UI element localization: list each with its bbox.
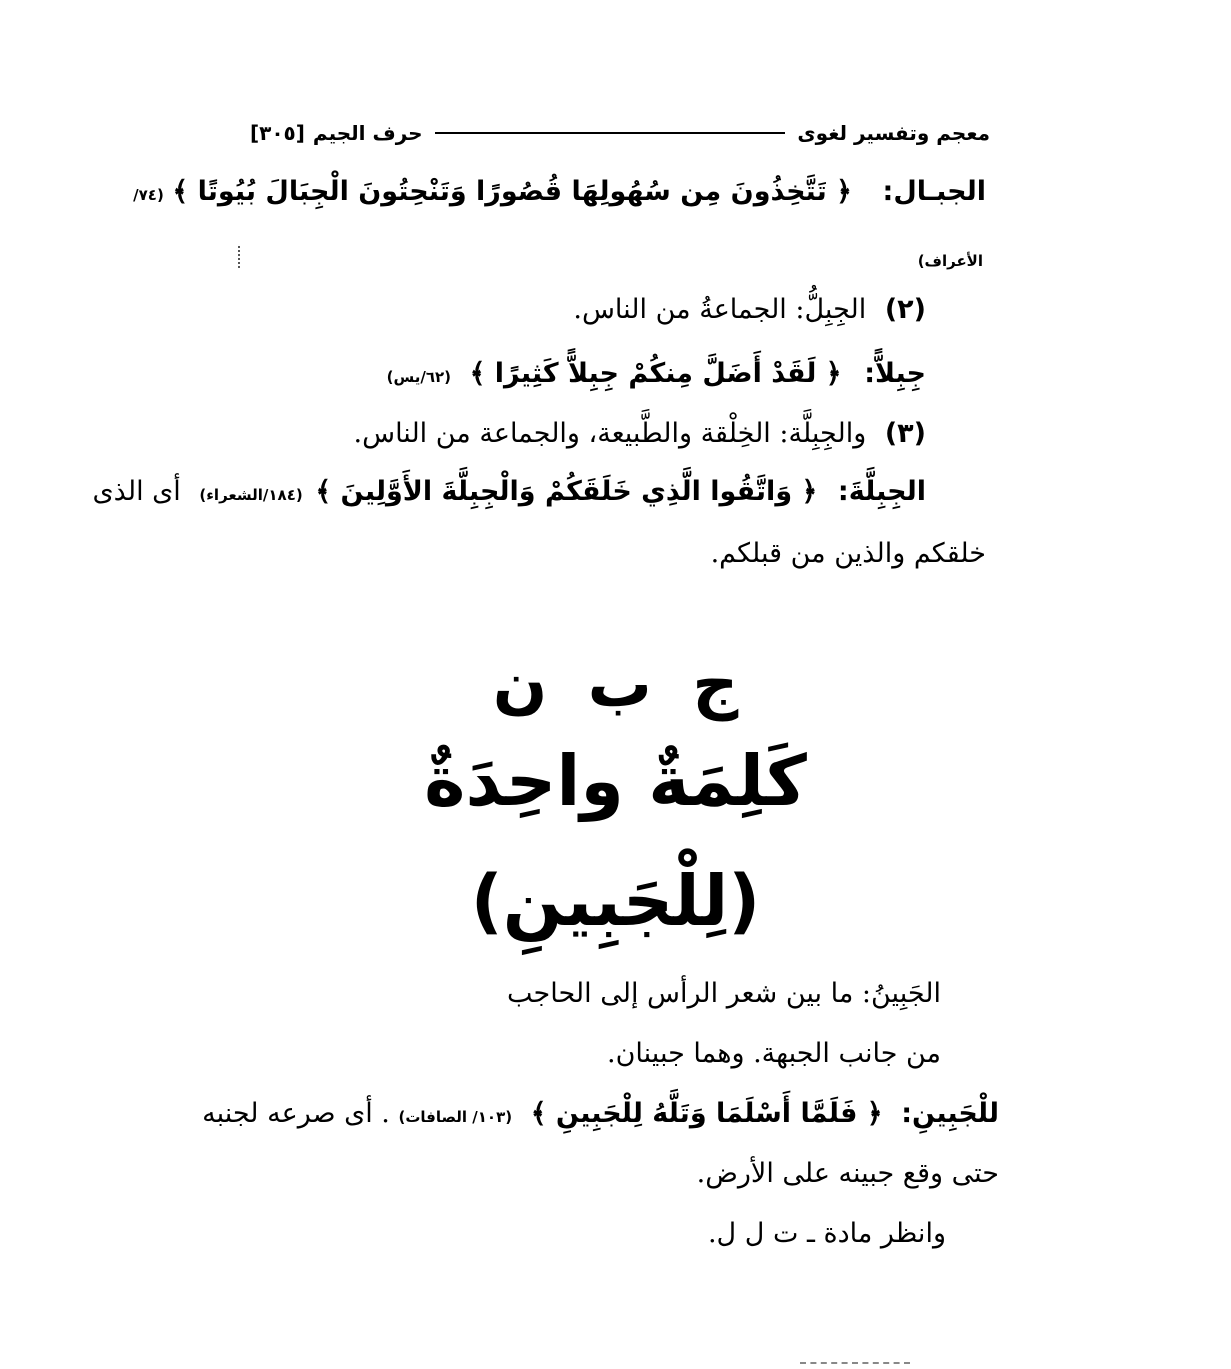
entry-jibilla-verse (387, 360, 926, 387)
quran-quote: ﴿ تَتَّخِذُونَ مِن سُهُولِهَا قُصُورًا وَتَنْحِتُونَ الْجِبَالَ بُيُوتًا ﴾ (172, 176, 852, 207)
entry-jibal-ref-cont (918, 244, 983, 271)
see-also-text: وانظر مادة ـ ت ل ل. (707, 1218, 946, 1249)
verse-ref: (١٠٣/ الصافات) (398, 1108, 513, 1126)
running-header (250, 118, 990, 148)
jabeen-def-2 (607, 1040, 941, 1067)
root-letters: ج ب ن (492, 648, 739, 722)
verse-ref: (٧٤/ (133, 186, 164, 204)
verse-ref-cont: الأعراف) (917, 252, 983, 270)
entry-jibill-def (573, 296, 926, 323)
definition-text: الجَبِينُ: ما بين شعر الرأس إلى الحاجب (507, 978, 941, 1009)
entry-term: الجبـال: (882, 176, 986, 207)
jabeen-cont (697, 1160, 999, 1187)
scan-mark (238, 246, 243, 268)
entry-term: للْجَبِينِ: (901, 1098, 999, 1129)
entry-jibilla2-cont (711, 540, 986, 567)
section-name: حرف الجيم (312, 121, 423, 145)
entry-jibal (133, 178, 986, 205)
header-rule (435, 132, 786, 134)
jabeen-def-1 (507, 980, 941, 1007)
entry-jibilla-def (354, 420, 926, 447)
definition-text: الجِبِلُّ: الجماعةُ من الناس. (573, 294, 867, 325)
explanation-cont: حتى وقع جبينه على الأرض. (696, 1158, 999, 1189)
entry-jibilla2 (93, 478, 926, 505)
entry-term: جِبِلاًّ: (864, 358, 926, 389)
page-number: [٣٠٥] (250, 121, 305, 145)
explanation-text: أى الذى (92, 476, 181, 507)
verse-ref: (١٨٤/الشعراء) (199, 486, 303, 504)
explanation-cont: خلقكم والذين من قبلكم. (710, 538, 986, 569)
quran-quote: ﴿ وَاتَّقُوا الَّذِي خَلَقَكُمْ وَالْجِبِلَّةَ الأَوَّلِينَ ﴾ (315, 476, 818, 507)
book-title: معجم وتفسير لغوى (797, 121, 990, 145)
root-headword: (لِلْجَبِينِ) (470, 860, 761, 942)
entry-term: الجِبِلَّةَ: (837, 476, 926, 507)
entry-number: (٢) (884, 294, 926, 325)
definition-text: من جانب الجبهة. وهما جبينان. (607, 1038, 941, 1069)
definition-text: والجِبِلَّة: الخِلْقة والطَّبيعة، والجماعة من الناس. (353, 418, 867, 449)
jabeen-verse (202, 1100, 999, 1127)
verse-ref: (٦٢/يس) (386, 368, 451, 386)
jabeen-see-also (708, 1220, 946, 1247)
entry-number: (٣) (884, 418, 926, 449)
root-phrase: كَلِمَةٌ واحِدَةٌ (424, 740, 807, 822)
header-section (250, 121, 423, 145)
explanation-text: . أى صرعه لجنبه (202, 1098, 390, 1129)
quran-quote: ﴿ فَلَمَّا أَسْلَمَا وَتَلَّهُ لِلْجَبِينِ ﴾ (530, 1098, 883, 1129)
quran-quote: ﴿ لَقَدْ أَضَلَّ مِنكُمْ جِبِلاًّ كَثِيرًا ﴾ (469, 358, 842, 389)
scan-mark (800, 1362, 910, 1368)
